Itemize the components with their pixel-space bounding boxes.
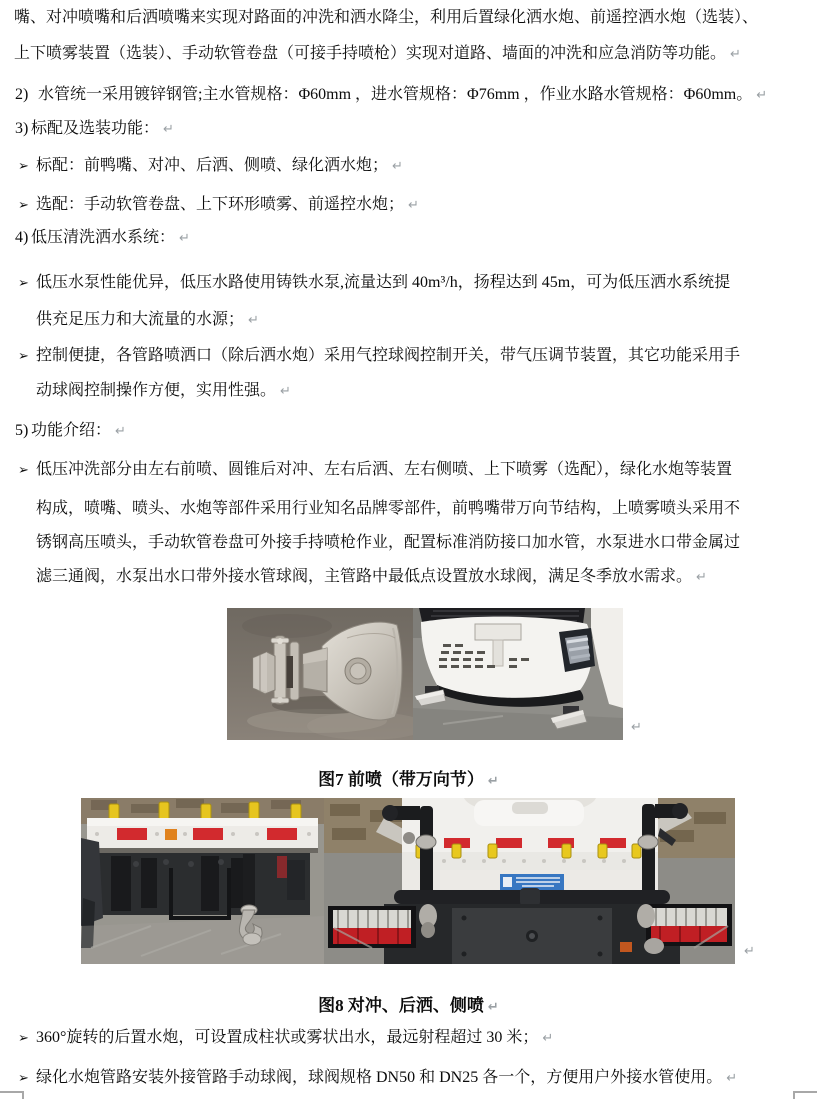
bullet-valve bbox=[18, 1068, 737, 1089]
bullet-arrow-icon: ➢ bbox=[18, 197, 29, 212]
paragraph-mark-icon: ↵ bbox=[248, 313, 259, 328]
paragraph-mark-icon: ↵ bbox=[696, 570, 707, 585]
bullet-cannon-text: 360°旋转的后置水炮，可设置成柱状或雾状出水，最远射程超过 30 米； bbox=[36, 1029, 539, 1046]
bullet-cannon bbox=[18, 1028, 553, 1049]
figure7-photo-truck-front bbox=[413, 608, 623, 740]
bullet-function-text3: 锈钢高压喷头，手动软管卷盘可外接手持喷枪作业，配置标准消防接口加水管，水泵进水口带金属过 bbox=[36, 534, 741, 551]
bullet-pump-text1: 低压水泵性能优异，低压水路使用铸铁水泵,流量达到 40m³/h，扬程达到 45m，可为低压洒水系统提 bbox=[36, 274, 731, 291]
bullet-arrow-icon: ➢ bbox=[18, 1070, 29, 1085]
page-corner-mark-right bbox=[793, 1091, 817, 1099]
paragraph-mark-icon: ↵ bbox=[280, 384, 291, 399]
figure8-photo-truck-rear bbox=[324, 798, 735, 964]
bullet-function-text1: 低压冲洗部分由左右前喷、圆锥后对冲、左右后洒、左右侧喷、上下喷雾（选配），绿化水炮等装置 bbox=[36, 461, 733, 478]
bullet-optional bbox=[18, 195, 419, 216]
list-item-2-text: 水管统一采用镀锌钢管;主水管规格：Φ60mm ，进水管规格：Φ76mm ，作业水路水管规格：Φ60mm。 bbox=[38, 86, 753, 103]
paragraph-mark-icon: ↵ bbox=[487, 1000, 499, 1015]
intro-text-2: 上下喷雾装置（选装）、手动软管卷盘（可接手持喷枪）实现对道路、墙面的冲洗和应急消防等功能。 bbox=[14, 45, 727, 62]
bullet-arrow-icon: ➢ bbox=[18, 462, 29, 477]
bullet-pump-line1 bbox=[18, 273, 730, 293]
list-marker-2: 2) bbox=[15, 86, 29, 103]
intro-text-1: 嘴、对冲喷嘴和后洒喷嘴来实现对路面的冲洗和洒水降尘，利用后置绿化洒水炮、前遥控洒水炮（选装）、 bbox=[14, 9, 759, 26]
list-item-5 bbox=[15, 421, 126, 442]
bullet-control-line2 bbox=[36, 381, 291, 402]
list-item-4 bbox=[15, 228, 190, 249]
list-marker-4: 4) bbox=[15, 229, 29, 246]
list-item-3-text: 标配及选装功能： bbox=[31, 120, 160, 137]
bullet-standard bbox=[18, 156, 403, 177]
bullet-standard-text: 标配：前鸭嘴、对冲、后洒、侧喷、绿化洒水炮； bbox=[36, 157, 389, 174]
figure8-caption bbox=[0, 991, 817, 1016]
figure7-caption-text: 图7 前喷（带万向节） bbox=[318, 770, 484, 789]
figure7-images bbox=[227, 608, 623, 740]
bullet-arrow-icon: ➢ bbox=[18, 348, 29, 363]
paragraph-mark-icon: ↵ bbox=[744, 944, 755, 959]
intro-line-2 bbox=[14, 44, 741, 65]
paragraph-mark-icon: ↵ bbox=[179, 231, 190, 246]
figure7-photo-nozzle bbox=[227, 608, 413, 740]
bullet-control-line1 bbox=[18, 346, 740, 366]
bullet-control-text2: 动球阀控制操作方便，实用性强。 bbox=[36, 382, 277, 399]
figure8-images bbox=[81, 798, 735, 964]
list-item-4-text: 低压清洗洒水系统： bbox=[31, 229, 176, 246]
figure8-photo-chassis-rear bbox=[81, 798, 324, 964]
bullet-function-text2: 构成，喷嘴、喷头、水炮等部件采用行业知名品牌零部件，前鸭嘴带万向节结构，上喷雾喷头采用不 bbox=[36, 500, 741, 517]
bullet-function-text4: 滤三通阀，水泵出水口带外接水管球阀，主管路中最低点设置放水球阀，满足冬季放水需求。 bbox=[36, 568, 693, 585]
paragraph-mark-icon: ↵ bbox=[487, 774, 499, 789]
bullet-function-line4 bbox=[36, 567, 707, 588]
list-item-2 bbox=[15, 85, 767, 106]
paragraph-mark-icon: ↵ bbox=[726, 1071, 738, 1086]
paragraph-mark-icon: ↵ bbox=[631, 720, 642, 735]
paragraph-mark-icon: ↵ bbox=[115, 424, 126, 439]
list-marker-3: 3) bbox=[15, 120, 29, 137]
bullet-function-line2 bbox=[36, 499, 740, 519]
figure7-caption bbox=[0, 765, 817, 790]
paragraph-mark-icon: ↵ bbox=[163, 122, 174, 137]
list-item-3 bbox=[15, 119, 174, 140]
bullet-valve-text: 绿化水炮管路安装外接管路手动球阀，球阀规格 DN50 和 DN25 各一个，方便用户外接水管使用。 bbox=[36, 1069, 723, 1086]
bullet-pump-line2 bbox=[36, 310, 259, 331]
paragraph-mark-icon: ↵ bbox=[542, 1031, 554, 1046]
paragraph-mark-icon: ↵ bbox=[756, 88, 768, 103]
bullet-arrow-icon: ➢ bbox=[18, 275, 29, 290]
bullet-optional-text: 选配：手动软管卷盘、上下环形喷雾、前遥控水炮； bbox=[36, 196, 405, 213]
bullet-control-text1: 控制便捷，各管路喷洒口（除后洒水炮）采用气控球阀控制开关，带气压调节装置，其它功能采用手 bbox=[36, 347, 741, 364]
list-item-5-text: 功能介绍： bbox=[31, 422, 112, 439]
bullet-function-line1 bbox=[18, 460, 732, 480]
list-marker-5: 5) bbox=[15, 422, 29, 439]
bullet-function-line3 bbox=[36, 533, 740, 553]
bullet-arrow-icon: ➢ bbox=[18, 1030, 29, 1045]
paragraph-mark-icon: ↵ bbox=[408, 198, 419, 213]
paragraph-mark-icon: ↵ bbox=[392, 159, 403, 174]
bullet-pump-text2: 供充足压力和大流量的水源； bbox=[36, 311, 245, 328]
page-corner-mark-left bbox=[0, 1091, 24, 1099]
bullet-arrow-icon: ➢ bbox=[18, 158, 29, 173]
figure8-caption-text: 图8 对冲、后洒、侧喷 bbox=[318, 996, 484, 1015]
paragraph-mark-icon: ↵ bbox=[730, 47, 741, 62]
intro-line-1 bbox=[14, 8, 758, 28]
